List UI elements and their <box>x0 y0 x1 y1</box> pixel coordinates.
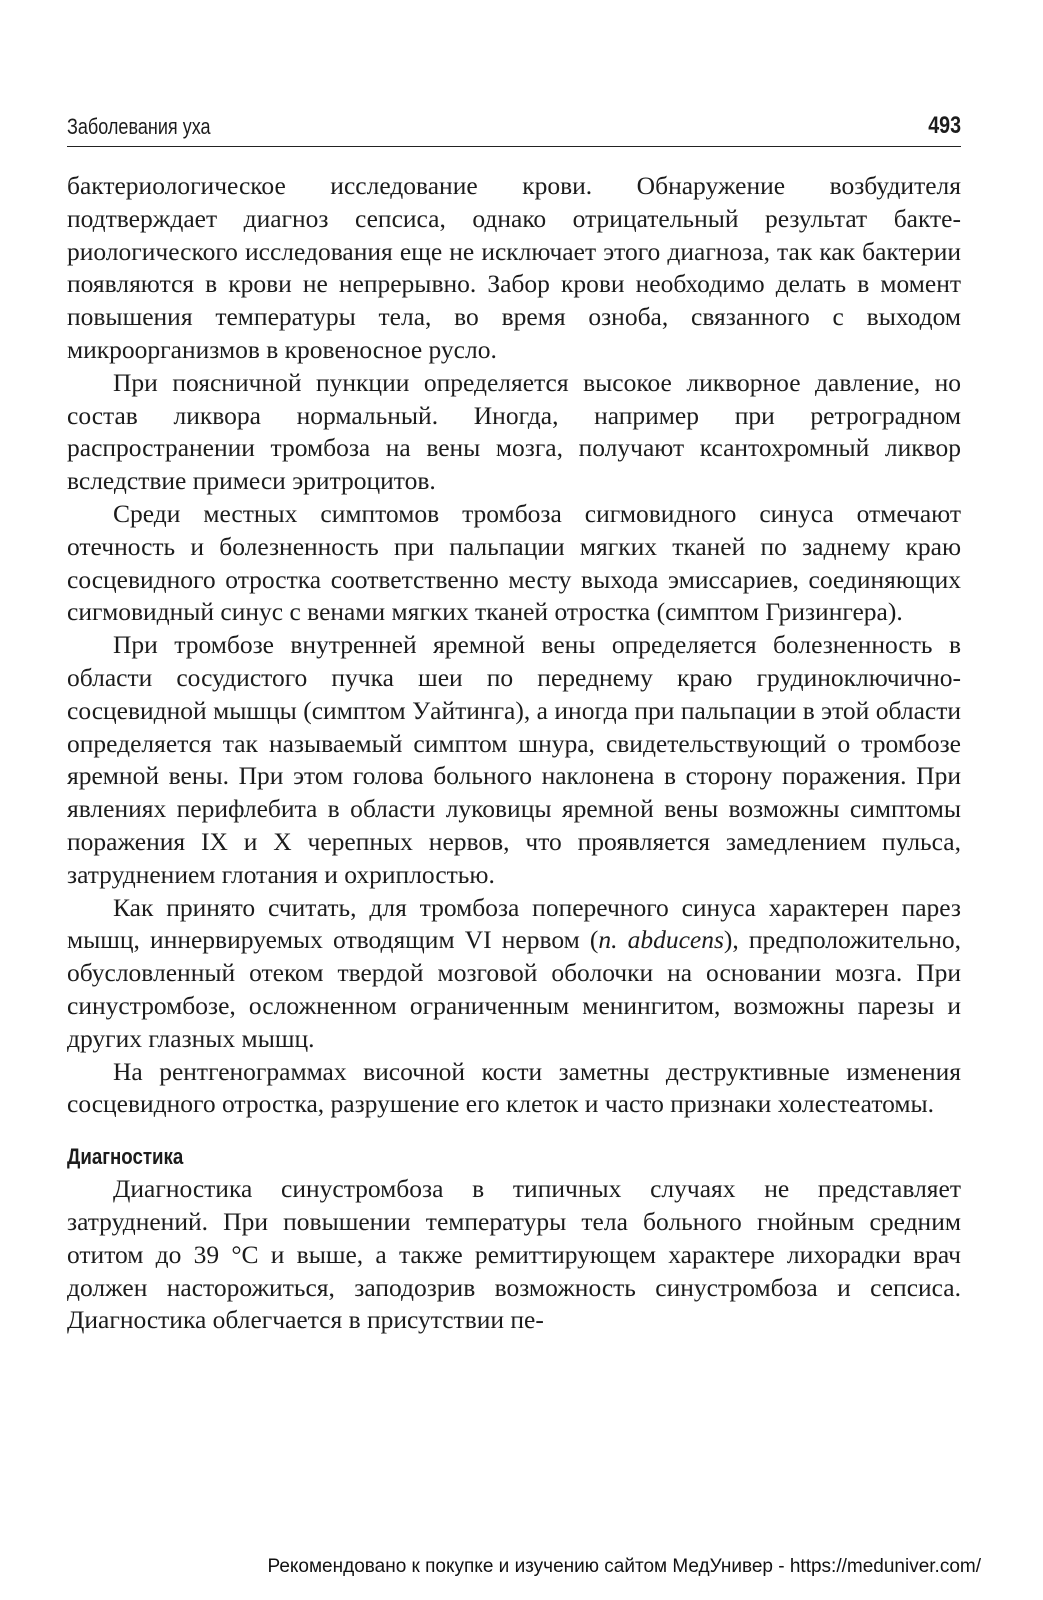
footer-recommendation: Рекомендовано к покупке и изучению сайтом МедУнивер - https://meduniver.com/ <box>267 1556 981 1577</box>
page-number: 493 <box>928 112 961 139</box>
section-title-diagnostics: Диагностика <box>67 1144 184 1170</box>
latin-term: n. abducens <box>598 925 724 955</box>
paragraph-abducens <box>67 892 961 1056</box>
running-title: Заболевания уха <box>67 114 211 139</box>
paragraph-lumbar-puncture: При поясничной пункции определяется высокое ликворное давление, но состав ликвора нормальный. Иногда, например при ретроградном распространении тромбоза на вены мозга, получают ксантохромный ликвор вследствие примеси эритроцитов. <box>67 367 961 496</box>
paragraph-diagnostics: Диагностика синустромбоза в типичных случаях не представляет затруднений. При повышении температуры тела больного гнойным средним отитом до 39 °С и выше, а также ремиттирующем характере лихорадки врач должен насторожиться, заподозрив возможность синустромбоза и сепсиса. Диагностика облегчается в присутствии пе- <box>67 1174 961 1335</box>
page-header <box>67 112 961 147</box>
paragraph-blood-culture: бактериологическое исследование крови. Обнаружение возбудителя подтверждает диагноз сепсиса, однако отрицательный результат бактериологического исследования еще не исключает этого диагноза, так как бактерии появляются в крови не непрерывно. Забор крови необходимо делать в момент повышения температуры тела, во время озноба, связанного с выходом микроорганизмов в кровеносное русло. <box>67 171 961 364</box>
paragraph-griesinger-sign: Среди местных симптомов тромбоза сигмовидного синуса отмечают отечность и болезненность при пальпации мягких тканей по заднему краю сосцевидного отростка соответственно месту выхода эмиссариев, соединяющих сигмовидный синус с венами мягких тканей отростка (симптом Гризингера). <box>67 498 961 627</box>
paragraph-xray: На рентгенограммах височной кости заметны деструктивные изменения сосцевидного отростка, разрушение его клеток и часто признаки холестеатомы. <box>67 1056 961 1119</box>
text-segment: Как принято считать, для тромбоза поперечного синуса характерен парез мышц, иннервируемых отводящим VI нервом ( <box>67 892 961 955</box>
body-text <box>67 170 961 1337</box>
text-segment: ), предположительно, обусловленный отеком твердой мозговой оболочки на основании мозга. При синустромбозе, осложненном ограниченным менингитом, возможны парезы и других глазных мышц. <box>67 925 961 1053</box>
paragraph-jugular-vein: При тромбозе внутренней яремной вены определяется болезненность в области сосудистого пучка шеи по переднему краю грудиноключично-сосцевидной мышцы (симптом Уайтинга), а иногда при пальпации в этой области определяется так называемый симптом шнура, свидетельствующий о тромбозе яремной вены. При этом голова больного наклонена в сторону поражения. При явлениях перифлебита в области луковицы яремной вены возможны симптомы поражения IX и X черепных нервов, что проявляется замедлением пульса, затруднением глотания и охриплостью. <box>67 630 961 889</box>
